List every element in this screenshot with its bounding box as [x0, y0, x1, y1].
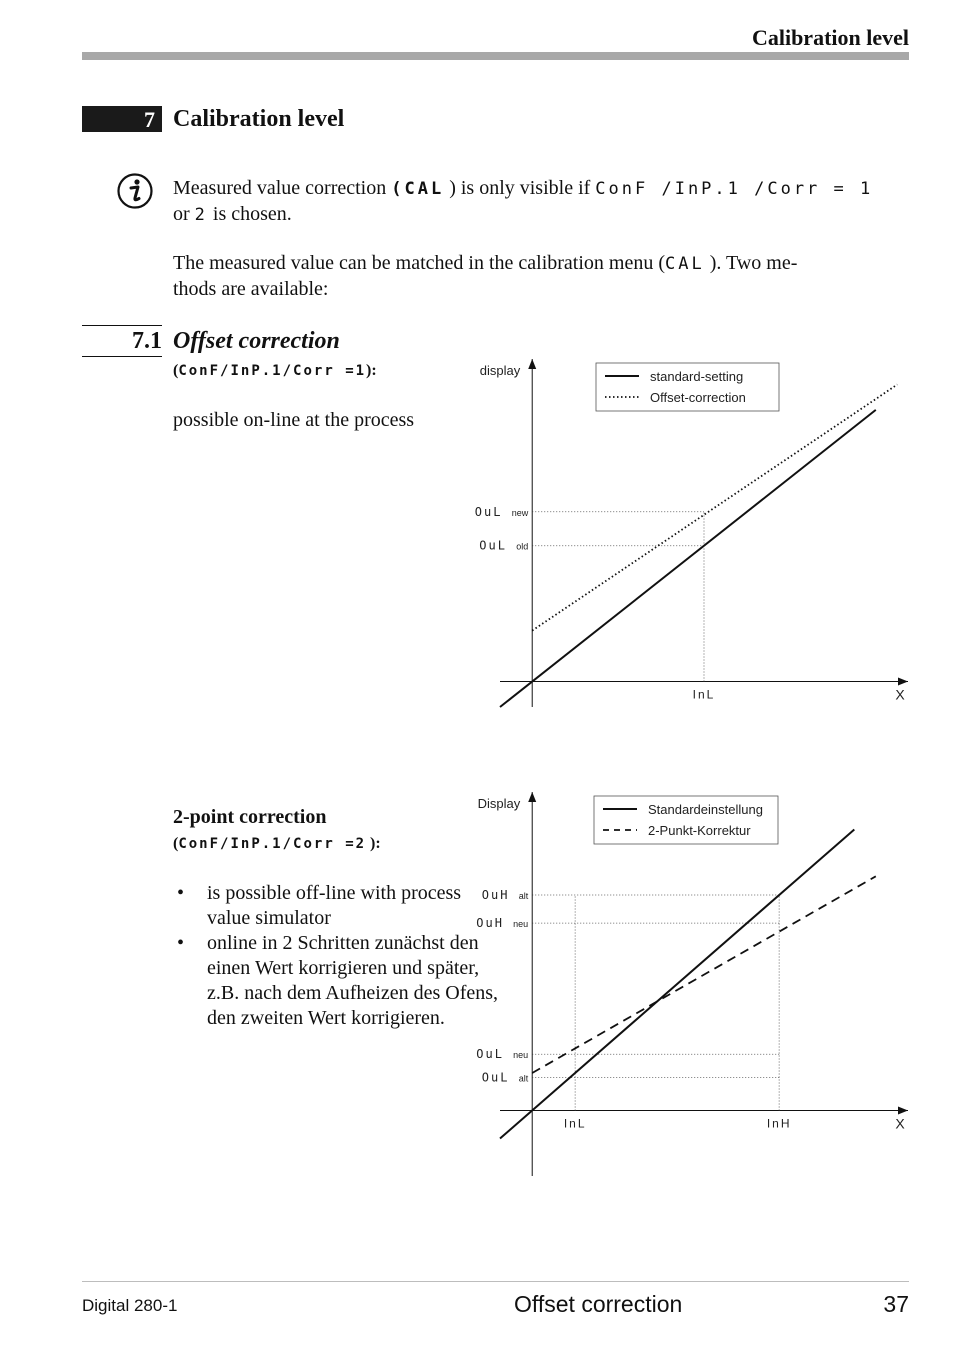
running-header: Calibration level — [751, 25, 909, 50]
info-paragraph: Measured value correction (CAL ) is only visible if ConF /InP.1 /Corr = 1 or 2 is chosen. — [173, 177, 874, 225]
y-mark-label: OuL neu — [476, 1047, 529, 1062]
offset-text: possible on-line at the process — [173, 409, 415, 431]
y-mark-label: OuL old — [479, 538, 529, 553]
series-line — [532, 385, 897, 631]
footer-rule — [82, 1281, 909, 1282]
y-axis-arrow — [528, 359, 536, 369]
x-axis-label: X — [895, 686, 905, 703]
subsection-title: Offset correction — [173, 328, 340, 354]
two-point-chart — [476, 788, 913, 1180]
methods-paragraph: The measured value can be matched in the calibration menu (CAL ). Two me- thods are available: — [173, 252, 798, 300]
value-code: 2 — [194, 205, 208, 225]
x-mark-label: InL — [563, 1116, 587, 1131]
offset-config-code: (ConF/InP.1/Corr =1): — [173, 362, 377, 379]
legend-label: Standardeinstellung — [648, 802, 763, 817]
series-line — [500, 410, 876, 707]
offset-chart — [474, 355, 913, 715]
bullet-item: • online in 2 Schritten zunächst den einen Wert korrigieren und später, z.B. nach dem Aufheizen des Ofens, den zweiten Wert korrigieren. — [173, 931, 508, 1031]
bullet-item: • is possible off-line with process value simulator — [173, 881, 508, 931]
x-mark-label: InL — [692, 687, 716, 702]
y-axis-label: Display — [477, 796, 521, 811]
header-rule — [82, 52, 909, 60]
y-mark-label: OuL new — [474, 504, 529, 519]
subsection-rule-top — [82, 325, 162, 326]
conf-code: ConF /InP.1 /Corr = 1 — [595, 179, 874, 199]
subsection-rule-bottom — [82, 356, 162, 357]
section-number: 7 — [82, 106, 162, 132]
y-mark-label: OuL alt — [481, 1070, 529, 1085]
legend-label: Offset-correction — [650, 390, 746, 405]
legend-label: standard-setting — [650, 369, 744, 384]
info-icon — [116, 172, 154, 210]
series-line — [532, 876, 876, 1073]
two-point-config-code: (ConF/InP.1/Corr =2 ): — [173, 835, 381, 852]
subsection-number: 7.1 — [132, 328, 162, 354]
x-axis-arrow — [898, 678, 908, 686]
two-point-title: 2-point correction — [173, 806, 327, 828]
section-title: Calibration level — [173, 106, 345, 132]
y-mark-label: OuH alt — [481, 888, 529, 903]
cal-code: (CAL — [391, 179, 445, 199]
page-number: 37 — [883, 1291, 909, 1317]
y-axis-arrow — [528, 792, 536, 802]
footer-section: Offset correction — [514, 1291, 683, 1317]
x-axis-label: X — [895, 1115, 905, 1132]
y-axis-label: display — [479, 363, 521, 378]
two-point-bullets — [173, 881, 508, 1031]
x-axis-arrow — [898, 1106, 908, 1114]
x-mark-label: InH — [766, 1116, 792, 1131]
y-mark-label: OuH neu — [476, 916, 529, 931]
series-line — [500, 830, 854, 1139]
legend-label: 2-Punkt-Korrektur — [648, 823, 751, 838]
footer-product: Digital 280-1 — [82, 1296, 178, 1315]
cal-code-2: CAL — [665, 254, 705, 274]
